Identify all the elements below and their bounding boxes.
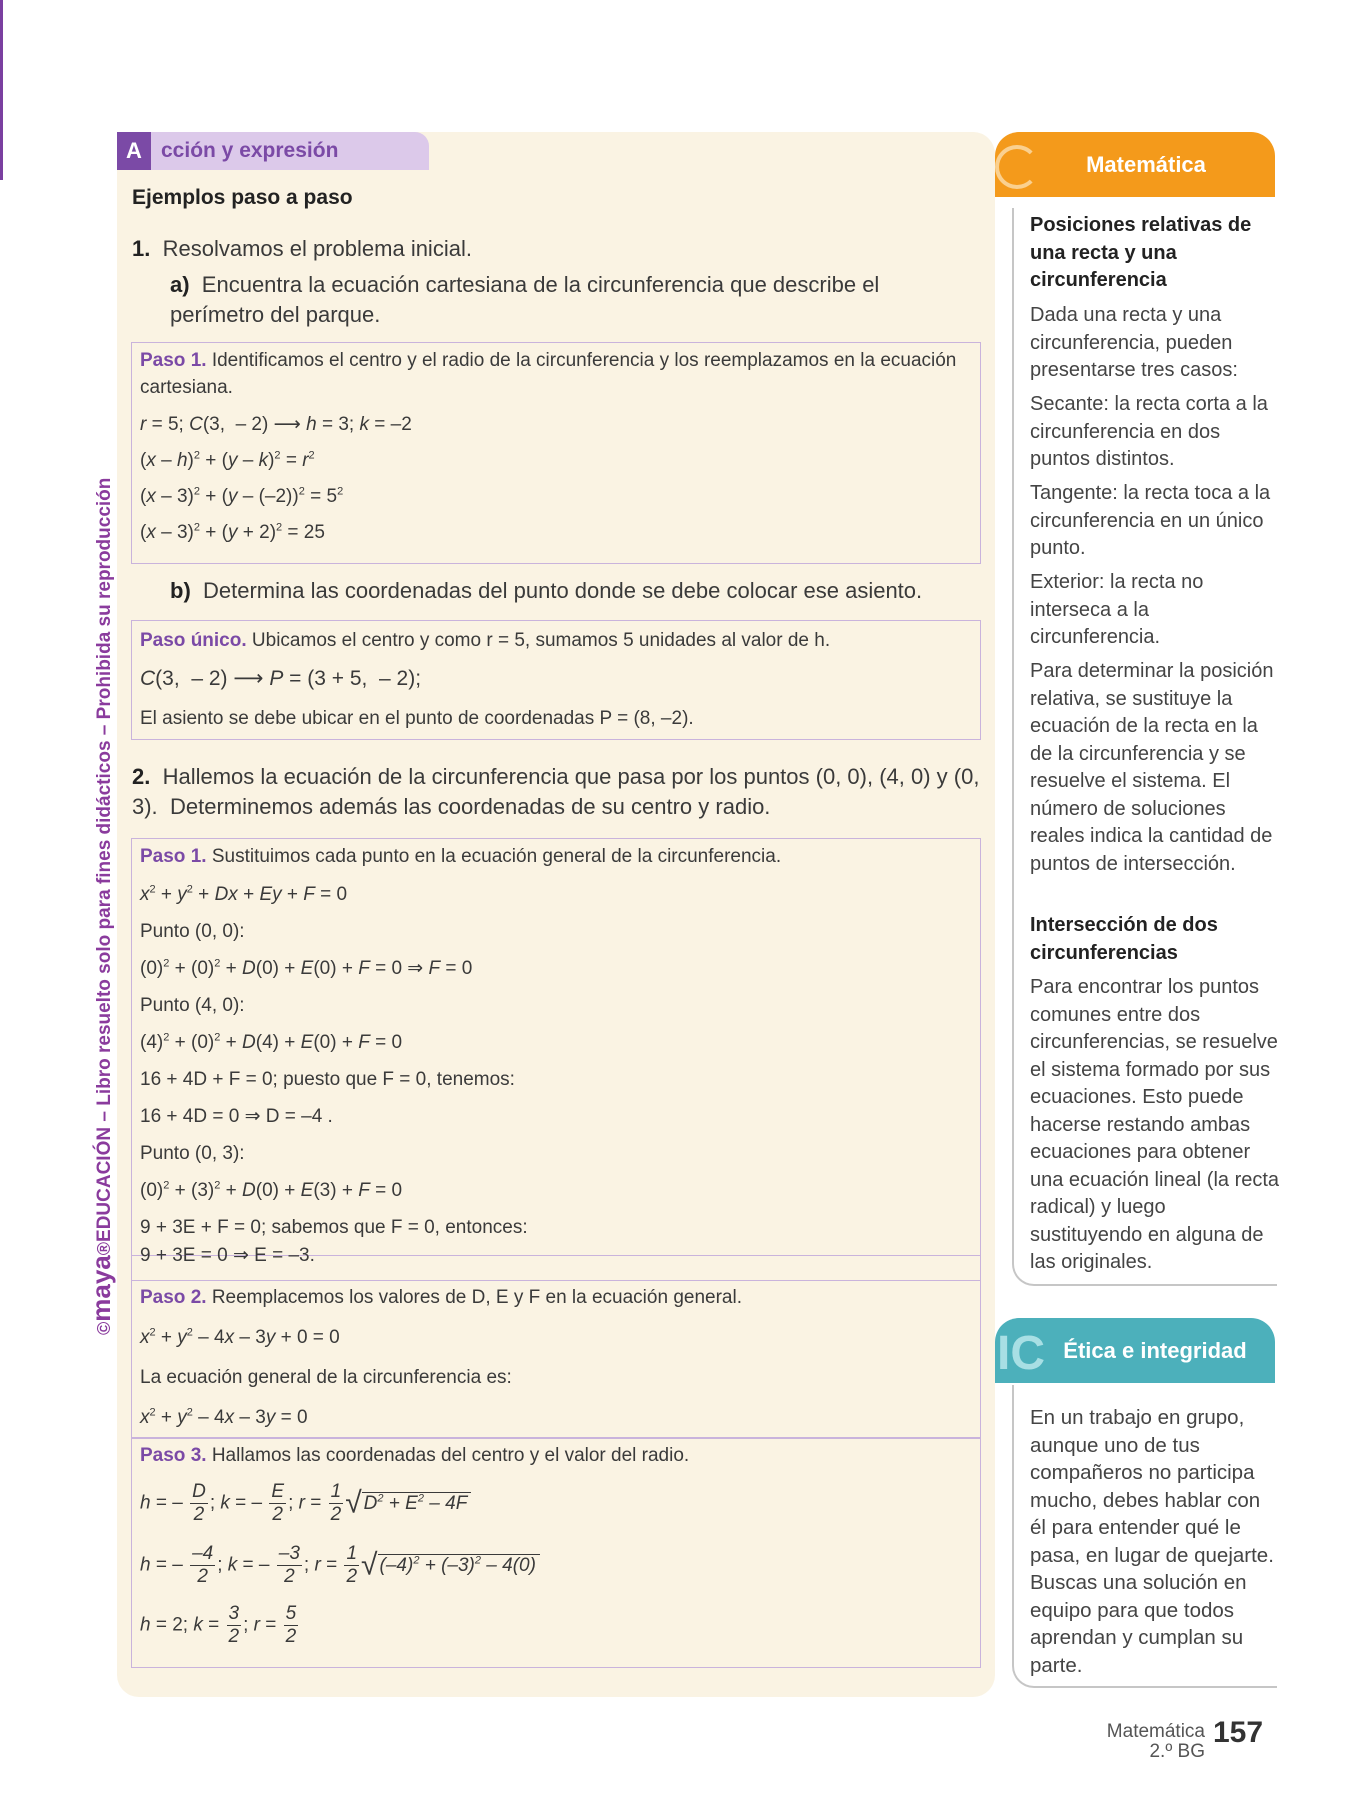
equation-line: $x^2 + y^2 - 4x - 3y = 0$: [140, 1406, 308, 1428]
brand-logo: maya: [86, 1255, 116, 1322]
credit-text: EDUCACIÓN – Libro resuelto solo para fines didácticos – Prohibida su reproducción: [94, 477, 115, 1242]
formula-line: h = – $\frac{D}{2}$ ; k = – $\frac{E}{2}$ ; r = $\frac{1}{2}$ √ $D^2 + E^2 - 4F$: [140, 1481, 471, 1526]
point-label: Punto (4, 0):: [140, 995, 245, 1016]
equation-line: 16 + 4D + F = 0; puesto que F = 0, tenemos:: [140, 1069, 515, 1090]
step-box-4: [131, 1280, 981, 1438]
step-box-3: [131, 838, 981, 1256]
step-box-3-tail: [131, 1245, 981, 1280]
problem-1: [132, 234, 472, 264]
step-box-2: [131, 620, 981, 740]
step-2-2-text: Reemplacemos los valores de D, E y F en la ecuación general.: [211, 1287, 742, 1308]
problem-1b-label: b): [170, 578, 191, 603]
equation-line: r = 5; C(3, – 2) ⟶ h = 3; k = –2: [140, 414, 412, 435]
footer-subject-name: Matemática: [1106, 1721, 1205, 1742]
equation-line: $(x - h)^2 + (y - k)^2 = r^2$: [140, 449, 315, 471]
sidebar-header-title: Matemática: [1086, 152, 1206, 177]
ethics-header-title: Ética e integridad: [1063, 1338, 1247, 1363]
point-label: Punto (0, 3):: [140, 1143, 245, 1164]
problem-1-text: Resolvamos el problema inicial.: [162, 236, 472, 261]
equation-line: $x^2 + y^2 - 4x - 3y + 0 = 0$: [140, 1326, 340, 1348]
problem-2-line2: Determinemos además las coordenadas de su centro y radio.: [170, 794, 771, 819]
ic-logo-icon: IC: [997, 1327, 1045, 1380]
step-2-2-label: Paso 2.: [140, 1287, 207, 1308]
problem-1b: [170, 576, 922, 606]
equation-line: 9 + 3E = 0 ⇒ E = –3.: [140, 1245, 315, 1266]
equation-line: $x^2 + y^2 + Dx + Ey + F = 0$: [140, 883, 348, 905]
problem-1-number: 1.: [132, 236, 151, 261]
section-title: cción y expresión: [161, 139, 339, 162]
sidebar-text-1: Dada una recta y una circunferencia, pueden presentarse tres casos:: [1030, 304, 1238, 381]
examples-heading: Ejemplos paso a paso: [132, 186, 353, 209]
step-2-3-intro: [140, 1442, 689, 1469]
step-unique-intro: [140, 627, 830, 654]
edge-bar: [0, 0, 3, 180]
step-1-label: Paso 1.: [140, 350, 207, 371]
ethics-text: En un trabajo en grupo, aunque uno de tus compañeros no participa mucho, debes hablar con él para entender qué le pasa, en lugar de quejarte. Buscas una solución en equipo para que todos aprendan y cumplan su parte.: [1030, 1406, 1274, 1677]
step-unique-label: Paso único.: [140, 630, 247, 651]
step-box-1: [131, 342, 981, 564]
copyright-credit: [86, 478, 117, 1335]
sidebar-text-5: Para determinar la posición relativa, se sustituye la ecuación de la recta en la de la circunferencia y se resuelve el sistema. El número de soluciones reales indica la cantidad de puntos de intersección.: [1030, 660, 1274, 875]
step-unique-conclusion: El asiento se debe ubicar en el punto de coordenadas P = (8, –2).: [140, 708, 694, 729]
step-1-text: Identificamos el centro y el radio de la circunferencia y los reemplazamos en la ecuación cartesiana.: [140, 350, 957, 398]
problem-1a-text: Encuentra la ecuación cartesiana de la circunferencia que describe el perímetro del parque.: [170, 272, 880, 327]
problem-1a-label: a): [170, 272, 190, 297]
sidebar-text-4: Exterior: la recta no interseca a la circunferencia.: [1030, 571, 1204, 648]
equation-line: $(x - 3)^2 + (y - (-2))^2 = 5^2$: [140, 485, 344, 507]
equation-line: $(x - 3)^2 + (y + 2)^2 = 25$: [140, 521, 325, 543]
step-2-1-label: Paso 1.: [140, 846, 207, 867]
registered-symbol: ®: [94, 1241, 114, 1256]
footer-subject: [1085, 1722, 1205, 1762]
problem-2-text-1: Hallemos la ecuación de la circunferencia que pasa por los puntos (0, 0), (4, 0) y (0, 3).: [132, 764, 980, 819]
sidebar-heading-1: Posiciones relativas de una recta y una circunferencia: [1030, 214, 1252, 291]
step-2-1-intro: [140, 843, 781, 870]
main-panel: [117, 132, 995, 1697]
copyright-symbol: ©: [94, 1321, 114, 1335]
sidebar-text-3: Tangente: la recta toca a la circunferencia en un único punto.: [1030, 482, 1271, 559]
step-2-2-intro: [140, 1284, 742, 1311]
equation-line: $(4)^2 + (0)^2 + D(4) + E(0) + F = 0$: [140, 1031, 403, 1053]
formula-line: h = 2; k = $\frac{3}{2}$ ; r = $\frac{5}{2}$: [140, 1603, 297, 1647]
point-label: Punto (0, 0):: [140, 921, 245, 942]
sidebar-text-2: Secante: la recta corta a la circunferencia en dos puntos distintos.: [1030, 393, 1268, 470]
problem-2-number: 2.: [132, 764, 151, 789]
sidebar-text-6: Para encontrar los puntos comunes entre dos circunferencias, se resuelve el sistema formado por sus ecuaciones. Esto puede hacerse restando ambas ecuaciones para obtener una ecuación lineal (la recta radical) y luego sustituyendo en alguna de las originales.: [1030, 976, 1280, 1273]
equation-line: 16 + 4D = 0 ⇒ D = –4 .: [140, 1106, 333, 1127]
step-2-1-text: Sustituimos cada punto en la ecuación general de la circunferencia.: [211, 846, 782, 867]
equation-line: $(0)^2 + (0)^2 + D(0) + E(0) + F = 0$ ⇒ F = 0: [140, 957, 473, 979]
sidebar-heading-2: Intersección de dos circunferencias: [1030, 914, 1218, 964]
step-2-3-text: Hallamos las coordenadas del centro y el valor del radio.: [211, 1445, 690, 1466]
equation-line: $(0)^2 + (3)^2 + D(0) + E(3) + F = 0$: [140, 1179, 403, 1201]
step-box-5: [131, 1438, 981, 1668]
equation-line: 9 + 3E + F = 0; sabemos que F = 0, entonces:: [140, 1217, 528, 1238]
equation-line: C(3, – 2) ⟶ P = (3 + 5, – 2);: [140, 667, 422, 690]
step-2-3-label: Paso 3.: [140, 1445, 207, 1466]
problem-1a: [170, 270, 970, 330]
problem-1b-text: Determina las coordenadas del punto donde se debe colocar ese asiento.: [203, 578, 923, 603]
step-1-intro: [140, 347, 960, 401]
section-letter: A: [117, 132, 151, 170]
c-logo-icon: [995, 145, 1039, 189]
section-tab: [117, 132, 429, 170]
page-number: 157: [1213, 1716, 1264, 1749]
formula-line: h = – $\frac{-4}{2}$ ; k = – $\frac{-3}{2}$ ; r = $\frac{1}{2}$ √ $(-4)^2 + (-3)^2 - 4(0)$: [140, 1543, 540, 1588]
footer-grade: 2.º BG: [1149, 1741, 1205, 1762]
step-unique-text: Ubicamos el centro y como r = 5, sumamos 5 unidades al valor de h.: [251, 630, 831, 651]
general-equation-label: La ecuación general de la circunferencia es:: [140, 1367, 512, 1388]
